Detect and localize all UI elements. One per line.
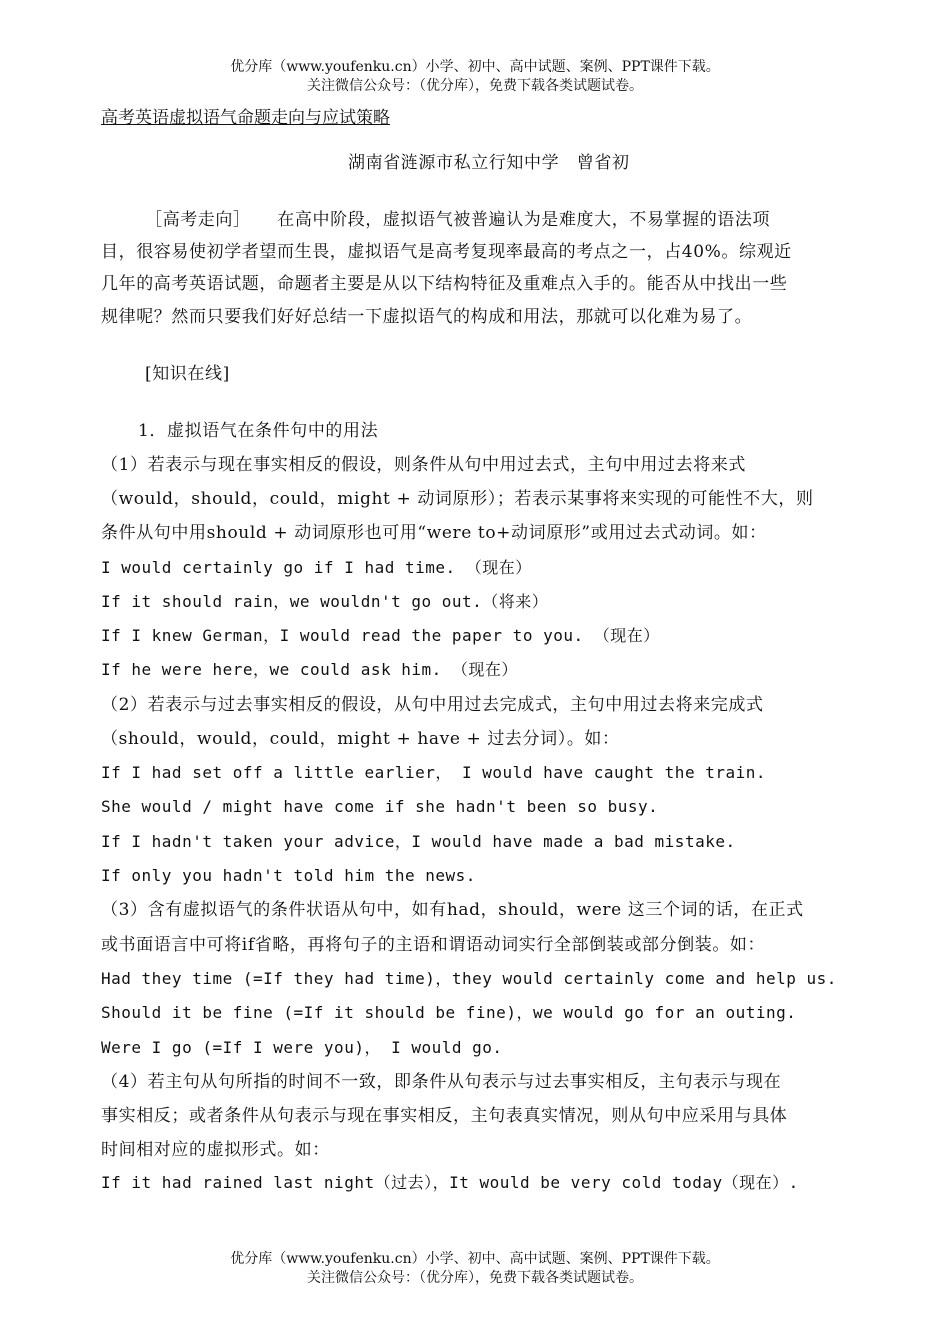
example-sentence: I would certainly go if I had time. （现在） — [101, 558, 532, 577]
paragraph-line: （should，would，could，might + have + 过去分词）。如： — [101, 729, 620, 749]
page-footer — [0, 1250, 950, 1288]
example-sentence: If it should rain，we wouldn't go out.（将来） — [101, 592, 549, 611]
intro-line: 目，很容易使初学者望而生畏，虚拟语气是高考复现率最高的考点之一，占40%。综观近 — [101, 242, 792, 262]
header-line-1: 优分库（www.youfenku.cn）小学、初中、高中试题、案例、PPT课件下载。 — [230, 59, 720, 75]
example-sentence: Had they time (=If they had time)，they would certainly come and help us. — [101, 969, 837, 988]
intro-line: 几年的高考英语试题，命题者主要是从以下结构特征及重难点入手的。能否从中找出一些 — [101, 274, 788, 294]
intro-line: 规律呢？然而只要我们好好总结一下虚拟语气的构成和用法，那就可以化难为易了。 — [101, 307, 753, 327]
footer-line-2: 关注微信公众号：（优分库），免费下载各类试题试卷。 — [307, 1270, 643, 1286]
example-sentence: If I had set off a little earlier， I would have caught the train. — [101, 763, 766, 782]
paragraph-line: （2）若表示与过去事实相反的假设，从句中用过去完成式，主句中用过去将来完成式 — [101, 695, 764, 715]
example-sentence: Were I go (=If I were you)， I would go. — [101, 1038, 503, 1057]
example-sentence: If he were here，we could ask him. （现在） — [101, 660, 518, 679]
example-sentence: If I hadn't taken your advice，I would have made a bad mistake. — [101, 832, 736, 851]
example-sentence: If only you hadn't told him the news. — [101, 866, 476, 885]
paragraph-line: 事实相反；或者条件从句表示与现在事实相反，主句表真实情况，则从句中应采用与具体 — [101, 1106, 788, 1126]
paragraph-line: （1）若表示与现在事实相反的假设，则条件从句中用过去式，主句中用过去将来式 — [101, 455, 747, 475]
paragraph-line: 时间相对应的虚拟形式。如： — [101, 1140, 330, 1160]
paragraph-line: （4）若主句从句所指的时间不一致，即条件从句表示与过去事实相反，主句表示与现在 — [101, 1072, 782, 1092]
paragraph-line: （3）含有虚拟语气的条件状语从句中，如有had，should，were 这三个词的话，在正式 — [101, 900, 804, 920]
author-line: 湖南省涟源市私立行知中学 曾省初 — [348, 153, 630, 173]
example-sentence: She would / might have come if she hadn't been so busy. — [101, 797, 659, 816]
example-sentence: If I knew German，I would read the paper to you. （现在） — [101, 626, 660, 645]
intro-line: ［高考走向］ 在高中阶段，虚拟语气被普遍认为是难度大，不易掌握的语法项 — [145, 210, 771, 230]
paragraph-line: 或书面语言中可将if省略，再将句子的主语和谓语动词实行全部倒装或部分倒装。如： — [101, 935, 766, 955]
header-line-2: 关注微信公众号：（优分库），免费下载各类试题试卷。 — [307, 78, 643, 94]
item-heading: 1．虚拟语气在条件句中的用法 — [138, 421, 379, 441]
example-sentence: If it had rained last night（过去），It would be very cold today（现在）. — [101, 1173, 799, 1192]
paragraph-line: （would，should，could，might + 动词原形）；若表示某事将来实现的可能性不大，则 — [101, 489, 814, 509]
footer-line-1: 优分库（www.youfenku.cn）小学、初中、高中试题、案例、PPT课件下载。 — [230, 1251, 720, 1267]
page-header — [0, 58, 950, 96]
paragraph-line: 条件从句中用should + 动词原形也可用“were to+动词原形”或用过去式动词。如： — [101, 523, 767, 543]
section-heading: [知识在线] — [145, 364, 230, 384]
example-sentence: Should it be fine (=If it should be fine)，we would go for an outing. — [101, 1003, 797, 1022]
document-title: 高考英语虚拟语气命题走向与应试策略 — [101, 108, 390, 128]
